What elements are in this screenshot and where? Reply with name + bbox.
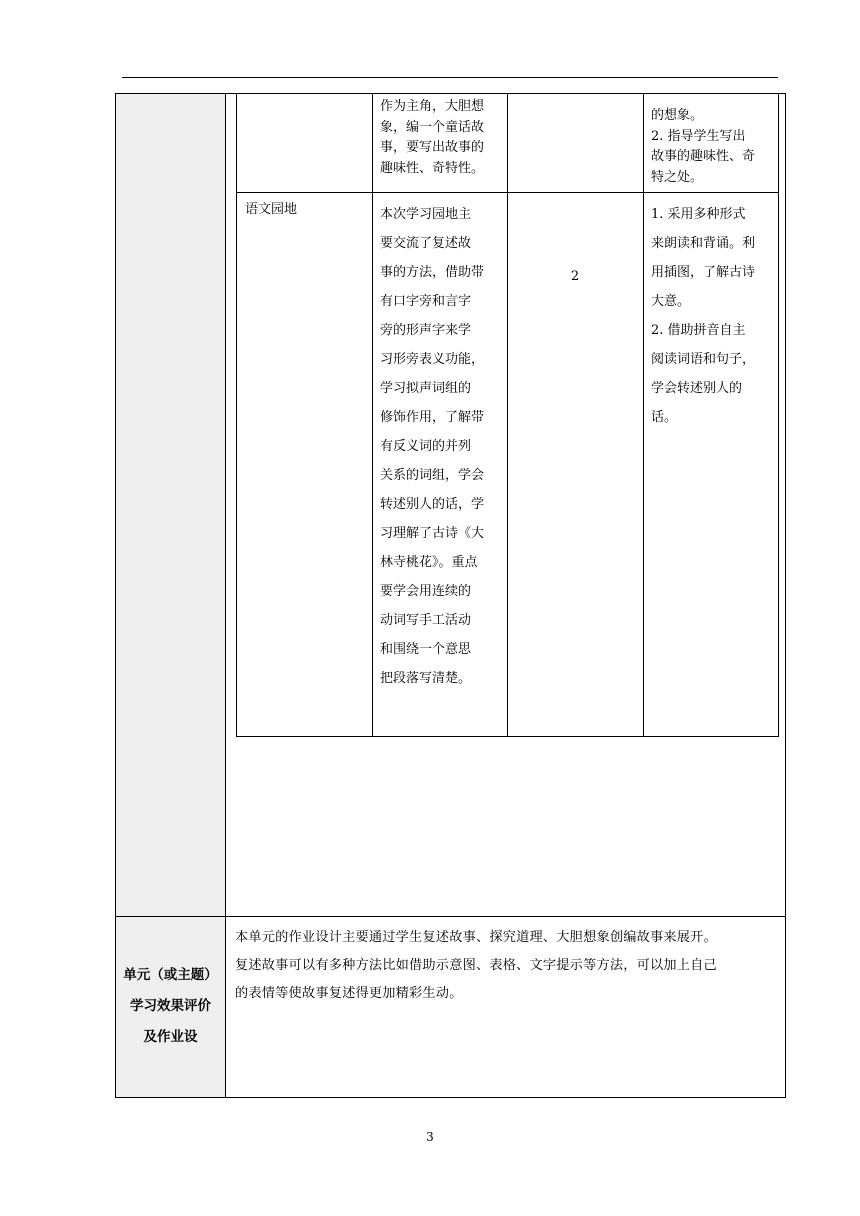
col-divider-2 — [507, 94, 508, 736]
text-line: 把段落写清楚。 — [380, 671, 472, 686]
text-line: 学会转述别人的 — [651, 381, 743, 396]
left-label-cell-empty — [116, 94, 226, 916]
header-rule — [122, 77, 778, 78]
text-line: 2. 指导学生写出 — [651, 128, 746, 144]
label-line: 单元（或主题） — [123, 966, 218, 983]
text-line: 来朗读和背诵。利 — [651, 236, 756, 251]
text-line: 事，要写出故事的 — [380, 140, 485, 155]
outer-table — [115, 93, 786, 1098]
text-line: 有口字旁和言字 — [380, 294, 472, 309]
col-divider-3 — [643, 94, 644, 736]
text-line: 作为主角，大胆想 — [380, 99, 485, 114]
row-divider-inner — [237, 192, 778, 193]
text-line: 大意。 — [651, 294, 691, 309]
text-line: 1. 采用多种形式 — [651, 207, 746, 222]
text-line: 趣味性、奇特性。 — [380, 160, 485, 176]
text-line: 阅读词语和句子， — [651, 352, 756, 367]
text-line: 故事的趣味性、奇 — [651, 149, 756, 164]
text-line: 本次学习园地主 — [380, 207, 472, 222]
prev-row-goals — [651, 106, 774, 188]
text-line: 要交流了复述故 — [380, 236, 472, 251]
text-line: 习形旁表义功能， — [380, 352, 485, 367]
text-line: 复述故事可以有多种方法比如借助示意图、表格、文字提示等方法，可以加上自己 — [235, 958, 717, 973]
lesson-table — [236, 94, 779, 737]
text-line: 特之处。 — [651, 169, 704, 185]
garden-goals — [651, 200, 774, 432]
text-line: 动词写手工活动 — [380, 613, 472, 628]
evaluation-text — [235, 924, 780, 1008]
text-line: 旁的形声字来学 — [380, 323, 472, 338]
text-line: 事的方法，借助带 — [380, 265, 485, 280]
text-line: 林寺桃花》。重点 — [380, 555, 478, 570]
text-line: 修饰作用，了解带 — [380, 410, 485, 425]
evaluation-label — [123, 960, 218, 1053]
page-number: 3 — [426, 1130, 434, 1144]
garden-content — [380, 200, 500, 693]
text-line: 象，编一个童话故 — [380, 119, 485, 135]
text-line: 要学会用连续的 — [380, 584, 472, 599]
text-line: 习理解了古诗《大 — [380, 526, 485, 541]
garden-name: 语文园地 — [245, 202, 298, 217]
text-line: 有反义词的并列 — [380, 439, 472, 454]
text-line: 的表情等使故事复述得更加精彩生动。 — [235, 986, 463, 1001]
label-line: 及作业设 — [143, 1028, 198, 1045]
label-line: 学习效果评价 — [130, 997, 211, 1014]
evaluation-label-cell — [116, 917, 226, 1097]
text-line: 的想象。 — [651, 108, 704, 123]
text-line: 转述别人的话，学 — [380, 497, 485, 512]
prev-row-content — [380, 97, 500, 179]
text-line: 用插图，了解古诗 — [651, 265, 756, 280]
col-divider-1 — [372, 94, 373, 736]
text-line: 关系的词组，学会 — [380, 468, 485, 483]
text-line: 话。 — [651, 410, 678, 425]
text-line: 本单元的作业设计主要通过学生复述故事、探究道理、大胆想象创编故事来展开。 — [235, 930, 717, 945]
text-line: 和围绕一个意思 — [380, 642, 472, 657]
text-line: 2. 借助拼音自主 — [651, 323, 746, 338]
garden-hours: 2 — [570, 269, 580, 284]
text-line: 学习拟声词组的 — [380, 381, 472, 396]
